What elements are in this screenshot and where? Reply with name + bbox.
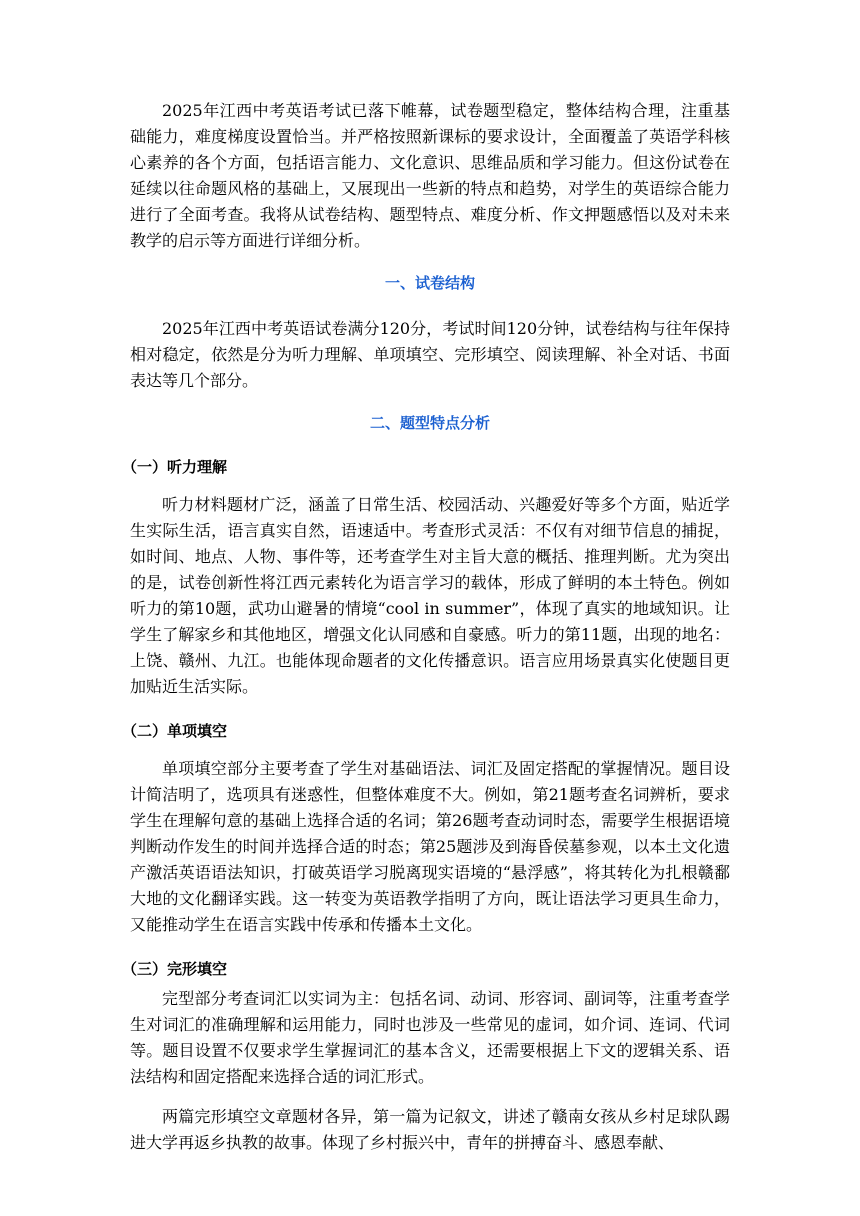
subheading-single-choice: （二）单项填空 <box>122 722 228 740</box>
section-heading-question-types: 二、题型特点分析 <box>369 414 490 432</box>
document-page <box>122 98 730 1170</box>
cloze-paragraph-1: 完型部分考查词汇以实词为主：包括名词、动词、形容词、副词等，注重考查学生对词汇的准确理解和运用能力，同时也涉及一些常见的虚词，如介词、连词、代词等。题目设置不仅要求学生掌握词汇的基本含义，还需要根据上下文的逻辑关系、语法结构和固定搭配来选择合适的词汇形式。 <box>130 989 730 1086</box>
listening-paragraph: 听力材料题材广泛，涵盖了日常生活、校园活动、兴趣爱好等多个方面，贴近学生实际生活，语言真实自然，语速适中。考查形式灵活：不仅有对细节信息的捕捉，如时间、地点、人物、事件等，还考查学生对主旨大意的概括、推理判断。尤为突出的是，试卷创新性将江西元素转化为语言学习的载体，形成了鲜明的本土特色。例如听力的第10题，武功山避暑的情境“cool in summer”，体现了真实的地域知识。让学生了解家乡和其他地区，增强文化认同感和自豪感。听力的第11题，出现的地名：上饶、赣州、九江。也能体现命题者的文化传播意识。语言应用场景真实化使题目更加贴近生活实际。 <box>130 495 730 696</box>
intro-paragraph: 2025年江西中考英语考试已落下帷幕，试卷题型稳定，整体结构合理，注重基础能力，难度梯度设置恰当。并严格按照新课标的要求设计，全面覆盖了英语学科核心素养的各个方面，包括语言能力、文化意识、思维品质和学习能力。但这份试卷在延续以往命题风格的基础上，又展现出一些新的特点和趋势，对学生的英语综合能力进行了全面考查。我将从试卷结构、题型特点、难度分析、作文押题感悟以及对未来教学的启示等方面进行详细分析。 <box>130 101 730 250</box>
subheading-listening: （一）听力理解 <box>122 458 228 476</box>
single-choice-paragraph: 单项填空部分主要考查了学生对基础语法、词汇及固定搭配的掌握情况。题目设计简洁明了，选项具有迷惑性，但整体难度不大。例如，第21题考查名词辨析，要求学生在理解句意的基础上选择合适的名词；第26题考查动词时态，需要学生根据语境判断动作发生的时间并选择合适的时态；第25题涉及到海昏侯墓参观，以本土文化遗产激活英语语法知识，打破英语学习脱离现实语境的“悬浮感”，将其转化为扎根赣鄱大地的文化翻译实践。这一转变为英语教学指明了方向，既让语法学习更具生命力，又能推动学生在语言实践中传承和传播本土文化。 <box>130 759 730 934</box>
section-heading-exam-structure: 一、试卷结构 <box>384 274 475 292</box>
cloze-paragraph-2: 两篇完形填空文章题材各异，第一篇为记叙文，讲述了赣南女孩从乡村足球队踢进大学再返乡执教的故事。体现了乡村振兴中，青年的拼搏奋斗、感恩奉献、 <box>130 1107 730 1152</box>
subheading-cloze: （三）完形填空 <box>122 960 228 978</box>
exam-structure-paragraph: 2025年江西中考英语试卷满分120分，考试时间120分钟，试卷结构与往年保持相对稳定，依然是分为听力理解、单项填空、完形填空、阅读理解、补全对话、书面表达等几个部分。 <box>130 319 730 390</box>
